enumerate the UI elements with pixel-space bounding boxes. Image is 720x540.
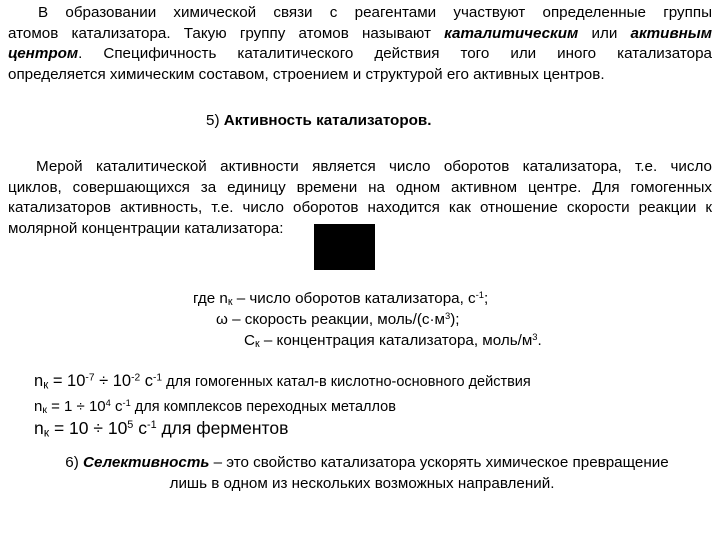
- text: В образовании химической связи с реагентами участвуют определенные группы: [38, 4, 712, 21]
- range-exponent: -2: [131, 372, 141, 384]
- text: определяется химическим составом, строением и структурой его активных центров.: [8, 65, 605, 83]
- range-unit: с: [133, 418, 147, 438]
- paragraph-active-centers: [8, 3, 712, 85]
- range-symbol: n: [34, 372, 44, 390]
- text: катализаторов активность, т.е. число оборотов находится как отношение скорости реакции к: [8, 199, 712, 216]
- text: Мерой каталитической активности является число оборотов катализатора, т.е. число: [36, 158, 712, 175]
- def-superscript: 3: [532, 330, 538, 342]
- def-text: .: [537, 332, 542, 349]
- text: – это свойство катализатора ускорять химическое превращение: [209, 454, 669, 471]
- text: атомов катализатора. Такую группу атомов называют: [8, 24, 445, 42]
- paragraph-line: [8, 198, 712, 219]
- def-subscript: к: [227, 296, 233, 309]
- section-heading-activity: [206, 112, 431, 129]
- term-active: активным: [630, 24, 712, 42]
- def-text: – концентрация катализатора, моль/м: [259, 332, 533, 349]
- range-description: для гомогенных катал-в кислотно-основного действия: [162, 374, 531, 390]
- range-exponent: -1: [146, 419, 157, 432]
- heading-number: 5): [206, 112, 224, 129]
- range-unit: с: [110, 398, 123, 415]
- range-value: = 1 ÷ 10: [46, 398, 106, 415]
- range-exponent: 5: [127, 419, 134, 432]
- paragraph-line: [8, 44, 712, 65]
- def-superscript: -1: [475, 288, 485, 300]
- heading-title: Активность катализаторов.: [223, 112, 432, 129]
- range-value: = 10 ÷ 10: [49, 418, 128, 438]
- paragraph-line: [8, 65, 712, 86]
- range-exponent: -7: [85, 372, 95, 384]
- formula-image-placeholder: [314, 224, 375, 270]
- term-catalytic: каталитическим: [444, 24, 579, 42]
- range-exponent: -1: [122, 397, 131, 408]
- def-text: – число оборотов катализатора, с: [232, 290, 476, 307]
- text: циклов, совершающихся за единицу времени на одном активном центре. Для гомогенных: [8, 178, 712, 196]
- def-symbol: ω: [216, 311, 228, 328]
- range-value: ÷ 10: [94, 372, 132, 390]
- range-symbol: n: [34, 418, 44, 438]
- paragraph-line: [8, 178, 712, 199]
- range-unit: с: [140, 372, 154, 390]
- text: 6): [65, 454, 84, 471]
- def-text: С: [244, 332, 255, 349]
- term-selectivity: Селективность: [83, 454, 210, 471]
- paragraph-line: [0, 474, 720, 495]
- def-superscript: 3: [444, 309, 451, 321]
- paragraph-line: [8, 24, 712, 45]
- def-text: где n: [193, 290, 228, 307]
- text: . Специфичность каталитического действия того или иного катализатора: [78, 45, 712, 62]
- range-symbol: n: [34, 398, 43, 415]
- def-subscript: к: [254, 338, 260, 351]
- range-description: для ферментов: [156, 418, 289, 438]
- term-center: центром: [8, 45, 79, 62]
- range-subscript: к: [42, 404, 47, 417]
- range-homogeneous: [34, 372, 531, 391]
- range-enzymes: [34, 418, 288, 439]
- range-exponent: -1: [153, 372, 163, 384]
- text: или: [578, 24, 631, 42]
- text: лишь в одном из нескольких возможных направлений.: [169, 474, 555, 492]
- paragraph-line: [0, 453, 720, 474]
- definition-reaction-rate: [216, 310, 459, 330]
- text: молярной концентрации катализатора:: [8, 219, 284, 237]
- def-text: ;: [484, 290, 489, 307]
- definition-catalyst-concentration: [244, 331, 542, 351]
- range-description: для комплексов переходных металлов: [130, 399, 396, 415]
- range-subscript: к: [43, 379, 49, 392]
- range-value: = 10: [48, 372, 86, 390]
- definition-turnover-number: [193, 289, 488, 309]
- paragraph-selectivity: [0, 453, 720, 494]
- range-subscript: к: [43, 425, 50, 440]
- range-exponent: 4: [105, 397, 111, 408]
- paragraph-line: [8, 3, 712, 24]
- paragraph-line: [8, 157, 712, 178]
- def-text: );: [450, 311, 460, 328]
- range-transition-metals: [34, 398, 396, 415]
- def-text: – скорость реакции, моль/(с·м: [227, 311, 445, 328]
